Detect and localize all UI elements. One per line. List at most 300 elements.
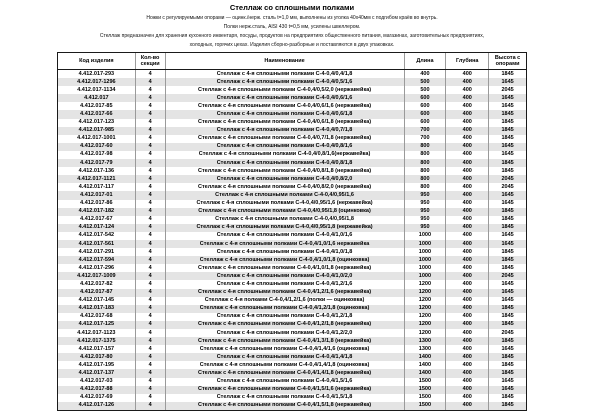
cell-depth: 400 [446,240,489,248]
cell-name: Стеллаж с 4-я сплошными полками С-4-0,4/1,0/1,8 (оцинковка) [166,256,405,264]
cell-length: 1500 [405,402,447,410]
cell-depth: 400 [446,321,489,329]
cell-qty: 4 [136,191,166,199]
cell-qty: 4 [136,386,166,394]
table-row [58,119,526,127]
table-row [58,240,526,248]
cell-code: 4.412.017-1121 [58,175,136,183]
cell-qty: 4 [136,143,166,151]
cell-depth: 400 [446,402,489,410]
cell-height: 1845 [501,337,514,344]
cell-length: 500 [405,78,447,86]
table-row [58,353,526,361]
table-row [58,200,526,208]
cell-code: 4.412.017-117 [58,183,136,191]
cell-code: 4.412.017-137 [58,369,136,377]
cell-name: Стеллаж с 4-я сплошными полками С-4-0,4/1,4/1,8 (нержавейка) [166,369,405,377]
cell-code: 4.412.017-136 [58,167,136,175]
page-title: Стеллаж со сплошными полками [229,3,355,12]
cell-depth: 400 [446,86,489,94]
cell-height: 1645 [501,191,514,198]
cell-code: 4.412.017-183 [58,305,136,313]
cell-name: Стеллаж с 4-я сплошными полками С-4-0,4/0,8/2,0 [166,175,405,183]
cell-length: 600 [405,102,447,110]
cell-name: Стеллаж с 4-я сплошными полками С-4-0,4/0,95/1,8 (нержавейка) [166,224,405,232]
header-cell-height: Высота с опорами [494,55,521,67]
cell-length: 1000 [405,256,447,264]
cell-code: 4.412.017-60 [58,143,136,151]
cell-code: 4.412.017-296 [58,264,136,272]
cell-code: 4.412.017-87 [58,289,136,297]
cell-length: 1200 [405,297,447,305]
cell-qty: 4 [136,119,166,127]
cell-height: 1845 [501,119,514,126]
cell-qty: 4 [136,321,166,329]
intro-text [57,14,527,50]
cell-name: Стеллаж с 4-я сплошными полками С-4-0,4/1,4/1,8 [166,353,405,361]
cell-height: 1845 [501,135,514,142]
table-body [58,70,526,410]
cell-code: 4.412.017-157 [58,345,136,353]
cell-depth: 400 [446,280,489,288]
cell-qty: 4 [136,167,166,175]
cell-code: 4.412.017-542 [58,232,136,240]
table-row [58,337,526,345]
cell-height: 1845 [501,216,514,223]
cell-length: 1200 [405,305,447,313]
table-header [58,53,526,70]
intro-line: Полки нерж.сталь, AISI 430 t=0,5 мм, усилены швеллером. [223,24,361,30]
cell-qty: 4 [136,70,166,78]
cell-name: Стеллаж с 4-я сплошными полками С-4-0,4/0,6/1,8 [166,110,405,118]
cell-name: Стеллаж с 4-я сплошными полками С-4-0,4/1,2/1,6 (нержавейка) [166,289,405,297]
cell-length: 800 [405,167,447,175]
cell-name: Стеллаж с 4-я сплошными полками С-4-0,4/0,8/1,6(нержавейка) [166,151,405,159]
cell-code: 4.412.017-68 [58,313,136,321]
cell-qty: 4 [136,313,166,321]
cell-length: 1400 [405,369,447,377]
cell-name: Стеллаж с 4-я полками С-4-0,4/1,2/1,6 (полки — оцинковка) [166,297,405,305]
cell-qty: 4 [136,208,166,216]
table-row [58,135,526,143]
table-row [58,272,526,280]
cell-name: Стеллаж с 4-я сплошными полками С-4-0,4/1,4/1,6 (оцинковка) [166,345,405,353]
cell-length: 950 [405,200,447,208]
table-row [58,321,526,329]
cell-name: Стеллаж с 4-я сплошными полками С-4-0,4/1,2/1,6 [166,280,405,288]
cell-depth: 400 [446,78,489,86]
table-row [58,102,526,110]
table-row [58,280,526,288]
cell-depth: 400 [446,305,489,313]
header-cell-length: Длина [405,53,447,69]
cell-code: 4.412.017-594 [58,256,136,264]
cell-qty: 4 [136,264,166,272]
cell-height: 1645 [501,143,514,150]
cell-depth: 400 [446,361,489,369]
cell-name: Стеллаж с 4-я сплошными полками С-4-0,4/0,4/1,8 [166,70,405,78]
cell-qty: 4 [136,200,166,208]
cell-qty: 4 [136,256,166,264]
cell-length: 500 [405,86,447,94]
cell-depth: 400 [446,151,489,159]
table-row [58,305,526,313]
cell-name: Стеллаж с 4-я сплошными полками С-4-0,4/1,5/1,8 (нержавейка) [166,402,405,410]
table-row [58,289,526,297]
table-row [58,216,526,224]
cell-qty: 4 [136,183,166,191]
header-cell-qty: Кол-во секции [136,53,166,69]
cell-height: 1845 [501,70,514,77]
cell-code: 4.412.017-80 [58,353,136,361]
cell-name: Стеллаж с 4-я сплошными полками С-4-0,4/0,8/1,8 [166,159,405,167]
cell-depth: 400 [446,353,489,361]
cell-length: 800 [405,143,447,151]
cell-qty: 4 [136,248,166,256]
cell-length: 1300 [405,345,447,353]
cell-depth: 400 [446,256,489,264]
cell-name: Стеллаж с 4-я сплошными полками С-4-0,4/1,2/1,8 [166,313,405,321]
cell-depth: 400 [446,208,489,216]
cell-code: 4.412.017-293 [58,70,136,78]
table-row [58,127,526,135]
cell-depth: 400 [446,224,489,232]
cell-qty: 4 [136,159,166,167]
cell-code: 4.412.017-1009 [58,272,136,280]
cell-name: Стеллаж с 4-я сплошными полками С-4-0,4/1,5/1,6 [166,378,405,386]
cell-name: Стеллаж с 4-я сплошными полками С-4-0,4/1,5/1,8 [166,394,405,402]
cell-length: 600 [405,119,447,127]
cell-code: 4.412.017-145 [58,297,136,305]
cell-code: 4.412.017-1123 [58,329,136,337]
cell-code: 4.412.017-1001 [58,135,136,143]
cell-depth: 400 [446,386,489,394]
cell-length: 950 [405,191,447,199]
cell-depth: 400 [446,110,489,118]
cell-length: 1000 [405,240,447,248]
cell-depth: 400 [446,248,489,256]
cell-name: Стеллаж с 4-я сплошными полками С-4-0,4/0,5/2,0 (нержавейка) [166,86,405,94]
table-row [58,110,526,118]
cell-depth: 400 [446,94,489,102]
cell-length: 950 [405,224,447,232]
cell-name: Стеллаж с 4-я сплошными полками С-4-0,4/1,2/1,8 (нержавейка) [166,321,405,329]
cell-length: 1200 [405,321,447,329]
table-row [58,167,526,175]
cell-height: 1845 [501,305,514,312]
cell-length: 800 [405,183,447,191]
cell-height: 1645 [501,78,514,85]
cell-code: 4.412.017-88 [58,386,136,394]
cell-name: Стеллаж с 4-я сплошными полками С-4-0,4/1,0/1,6 нержавейка [166,240,405,248]
cell-depth: 400 [446,289,489,297]
cell-length: 1000 [405,272,447,280]
cell-depth: 400 [446,70,489,78]
cell-qty: 4 [136,402,166,410]
cell-name: Стеллаж с 4-я сплошными полками С-4-0,4/0,6/1,6 (нержавейка) [166,102,405,110]
cell-name: Стеллаж с 4-я сплошными полками С-4-0,4/1,5/1,6 (нержавейка) [166,386,405,394]
cell-qty: 4 [136,272,166,280]
cell-depth: 400 [446,369,489,377]
cell-code: 4.412.017-66 [58,110,136,118]
cell-code: 4.412.017-01 [58,191,136,199]
cell-code: 4.412.017-1375 [58,337,136,345]
intro-line: Стеллаж предназначен для хранения кухонного инвентаря, посуды, продуктов на предприятиях общественного питания, магазинах, заготовительных предприятиях, [99,33,485,39]
cell-length: 1500 [405,386,447,394]
table-row [58,159,526,167]
table-row [58,151,526,159]
cell-qty: 4 [136,378,166,386]
cell-height: 1845 [501,353,514,360]
product-table [57,52,527,411]
cell-name: Стеллаж с 4-я сплошными полками С-4-0,4/1,0/1,8 [166,248,405,256]
cell-name: Стеллаж с 4-я сплошными полками С-4-0,4/1,0/1,8 (нержавейка) [166,264,405,272]
table-row [58,191,526,199]
cell-length: 1500 [405,394,447,402]
table-row [58,232,526,240]
cell-name: Стеллаж с 4-я сплошными полками С-4-0,4/0,95/1,8 (оцинковка) [166,208,405,216]
cell-height: 1645 [501,378,514,385]
cell-qty: 4 [136,394,166,402]
cell-name: Стеллаж с 4-я сплошными полками С-4-0,4/0,8/1,6 [166,143,405,151]
table-row [58,402,526,410]
table-row [58,175,526,183]
cell-depth: 400 [446,200,489,208]
cell-name: Стеллаж с 4-я сплошными полками С-4-0,4/1,4/1,8 (оцинковка) [166,361,405,369]
cell-depth: 400 [446,216,489,224]
cell-length: 400 [405,70,447,78]
cell-code: 4.412.017-79 [58,159,136,167]
cell-name: Стеллаж с 4-я сплошными полками С-4-0,4/1,2/1,8 (оцинковка) [166,305,405,313]
cell-name: Стеллаж с 4-я сплошными полками С-4-0,4/0,6/1,6 [166,94,405,102]
cell-height: 1845 [501,402,514,409]
cell-length: 1200 [405,289,447,297]
table-row [58,264,526,272]
cell-code: 4.412.017-561 [58,240,136,248]
cell-length: 700 [405,135,447,143]
cell-name: Стеллаж с 4-я сплошными полками С-4-0,4/0,95/1,6 (нержавейка) [166,200,405,208]
cell-height: 1845 [501,127,514,134]
cell-length: 1000 [405,248,447,256]
header-cell-code: Код изделия [58,53,136,69]
cell-length: 1200 [405,329,447,337]
cell-depth: 400 [446,175,489,183]
cell-qty: 4 [136,289,166,297]
cell-length: 1000 [405,264,447,272]
table-row [58,378,526,386]
cell-code: 4.412.017-124 [58,224,136,232]
cell-height: 1845 [501,167,514,174]
cell-depth: 400 [446,102,489,110]
table-row [58,329,526,337]
cell-height: 2045 [501,329,514,336]
cell-length: 700 [405,127,447,135]
cell-code: 4.412.017-123 [58,119,136,127]
cell-length: 1200 [405,280,447,288]
cell-depth: 400 [446,183,489,191]
cell-depth: 400 [446,337,489,345]
cell-length: 950 [405,208,447,216]
cell-height: 1845 [501,224,514,231]
cell-depth: 400 [446,191,489,199]
cell-name: Стеллаж с 4-я сплошными полками С-4-0,4/1,0/1,6 [166,232,405,240]
cell-code: 4.412.017-126 [58,402,136,410]
table-row [58,224,526,232]
cell-height: 1845 [501,264,514,271]
table-row [58,208,526,216]
cell-length: 1500 [405,378,447,386]
cell-length: 800 [405,175,447,183]
cell-name: Стеллаж с 4-я сплошными полками С-4-0,4/0,8/1,8 (нержавейка) [166,167,405,175]
cell-code: 4.412.017-1296 [58,78,136,86]
cell-depth: 400 [446,272,489,280]
cell-depth: 400 [446,143,489,151]
cell-length: 600 [405,110,447,118]
cell-qty: 4 [136,110,166,118]
cell-height: 1645 [501,232,514,239]
table-row [58,94,526,102]
cell-name: Стеллаж с 4-я сплошными полками С-4-0,4/1,0/2,0 [166,272,405,280]
cell-name: Стеллаж с 4-я сплошными полками С-4-0,4/0,5/1,6 [166,78,405,86]
cell-length: 1400 [405,361,447,369]
cell-length: 800 [405,159,447,167]
intro-line: Ножки с регулируемыми опорами — оцинк./нерж. сталь t=1,0 мм, выполнены из уголка 40х40мм с подгибом краёв во внутрь. [146,15,438,21]
cell-qty: 4 [136,329,166,337]
cell-depth: 400 [446,264,489,272]
cell-length: 600 [405,94,447,102]
table-row [58,86,526,94]
cell-length: 1200 [405,313,447,321]
cell-qty: 4 [136,361,166,369]
document [57,3,527,411]
cell-length: 1000 [405,232,447,240]
cell-depth: 400 [446,159,489,167]
cell-qty: 4 [136,305,166,313]
cell-code: 4.412.017-67 [58,216,136,224]
cell-depth: 400 [446,167,489,175]
cell-name: Стеллаж с 4-я сплошными полками С-4-0,4/0,7/1,8 (нержавейка) [166,135,405,143]
cell-height: 1845 [501,321,514,328]
cell-height: 1645 [501,345,514,352]
cell-code: 4.412.017 [58,94,136,102]
table-row [58,345,526,353]
cell-name: Стеллаж с 4-я сплошными полками С-4-0,4/1,3/1,8 (нержавейка) [166,337,405,345]
table-row [58,313,526,321]
cell-height: 2045 [501,175,514,182]
cell-code: 4.412.017-291 [58,248,136,256]
cell-height: 2045 [501,86,514,93]
cell-height: 1645 [501,102,514,109]
cell-depth: 400 [446,297,489,305]
cell-qty: 4 [136,216,166,224]
cell-qty: 4 [136,151,166,159]
cell-height: 1845 [501,370,514,377]
cell-qty: 4 [136,78,166,86]
cell-qty: 4 [136,353,166,361]
cell-qty: 4 [136,297,166,305]
cell-length: 950 [405,216,447,224]
cell-name: Стеллаж с 4-я сплошными полками С-4-0,4/0,95/1,6 [166,191,405,199]
cell-height: 1845 [501,313,514,320]
cell-name: Стеллаж с 4-я сплошными полками С-4-0,4/0,8/2,0 (нержавейка) [166,183,405,191]
cell-height: 1645 [501,200,514,207]
header-cell-name: Наименование [166,53,405,69]
cell-depth: 400 [446,394,489,402]
cell-height: 1845 [501,111,514,118]
cell-depth: 400 [446,119,489,127]
table-row [58,78,526,86]
cell-qty: 4 [136,240,166,248]
cell-height: 1645 [501,151,514,158]
cell-qty: 4 [136,175,166,183]
cell-code: 4.412.017-03 [58,378,136,386]
cell-qty: 4 [136,369,166,377]
cell-code: 4.412.017-1134 [58,86,136,94]
table-row [58,70,526,78]
table-row [58,386,526,394]
cell-code: 4.412.017-85 [58,102,136,110]
cell-height: 1645 [501,289,514,296]
cell-depth: 400 [446,329,489,337]
cell-name: Стеллаж с 4-я сплошными полками С-4-0,4/1,2/2,0 [166,329,405,337]
cell-depth: 400 [446,232,489,240]
cell-height: 2045 [501,272,514,279]
cell-height: 1645 [501,240,514,247]
cell-depth: 400 [446,345,489,353]
cell-height: 1645 [501,386,514,393]
cell-qty: 4 [136,135,166,143]
header-cell-depth: Глубина [446,53,489,69]
table-row [58,361,526,369]
cell-length: 1300 [405,337,447,345]
cell-code: 4.412.017-86 [58,200,136,208]
cell-name: Стеллаж с 4-я сплошными полками С-4-0,4/0,7/1,8 [166,127,405,135]
cell-qty: 4 [136,127,166,135]
cell-height: 1845 [501,159,514,166]
table-row [58,297,526,305]
cell-height: 1845 [501,394,514,401]
cell-code: 4.412.017-82 [58,280,136,288]
cell-qty: 4 [136,86,166,94]
cell-qty: 4 [136,94,166,102]
cell-qty: 4 [136,232,166,240]
table-row [58,394,526,402]
cell-height: 1845 [501,248,514,255]
cell-height: 2045 [501,183,514,190]
cell-height: 1645 [501,94,514,101]
cell-qty: 4 [136,224,166,232]
intro-line: холодных, горячих цехах. Изделия сборно-разборные и поставляются в двух упаковках. [189,42,395,48]
table-row [58,183,526,191]
cell-code: 4.412.017-98 [58,151,136,159]
cell-height: 1645 [501,280,514,287]
cell-code: 4.412.017-69 [58,394,136,402]
cell-depth: 400 [446,313,489,321]
cell-height: 1845 [501,208,514,215]
cell-height: 1645 [501,297,514,304]
cell-code: 4.412.017-985 [58,127,136,135]
cell-height: 1845 [501,361,514,368]
cell-depth: 400 [446,378,489,386]
cell-code: 4.412.017-125 [58,321,136,329]
cell-height: 1845 [501,256,514,263]
cell-depth: 400 [446,127,489,135]
table-row [58,256,526,264]
cell-name: Стеллаж с 4-я сплошными полками С-4-0,4/0,95/1,8 [166,216,405,224]
cell-qty: 4 [136,337,166,345]
cell-name: Стеллаж с 4-я сплошными полками С-4-0,4/0,6/1,8 (нержавейка) [166,119,405,127]
cell-length: 1400 [405,353,447,361]
